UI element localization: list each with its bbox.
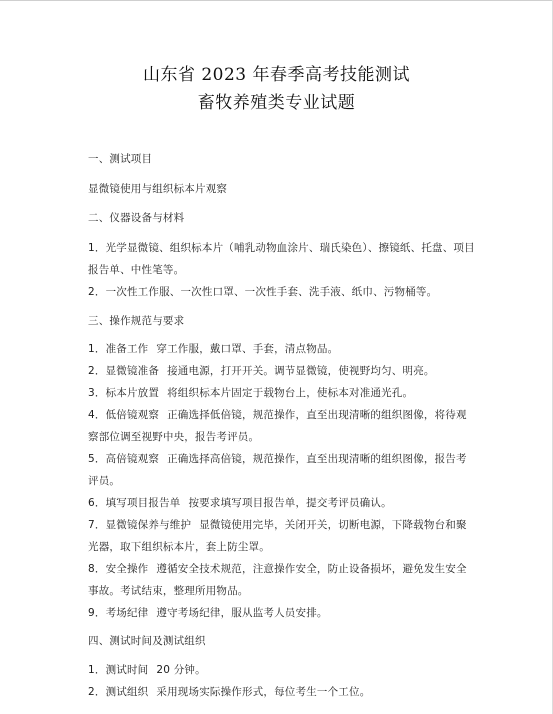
item-label: 3．标本片放置 [88,387,160,399]
section-3-item-2 [88,365,435,378]
item-label: 4．低倍镜观察 [88,409,160,421]
section-3-item-8-cont: 事故。考试结束，整理所用物品。 [88,585,249,597]
item-label: 8．安全操作 [88,563,149,575]
section-4-item-2 [88,686,370,699]
item-text: 正确选择低倍镜，规范操作，直至出现清晰的组织图像，将待观 [167,409,467,421]
section-3-item-8 [88,563,467,576]
item-label: 1．测试时间 [88,664,149,676]
section-3-item-6 [88,497,392,510]
section-1-heading: 一、测试项目 [88,153,153,165]
item-text: 将组织标本片固定于载物台上，使标本对准通光孔。 [167,387,414,399]
item-label: 5．高倍镜观察 [88,453,160,465]
item-text: 遵守考场纪律，服从监考人员安排。 [156,607,328,619]
exam-title: 山东省 2023 年春季高考技能测试 [142,65,411,85]
item-label: 7．显微镜保养与维护 [88,519,192,531]
section-3-item-4-cont: 察部位调至视野中央，报告考评员。 [88,431,260,443]
item-text: 遵循安全技术规范，注意操作安全，防止设备损坏，避免发生安全 [156,563,467,575]
section-2-item-2: 2．一次性工作服、一次性口罩、一次性手套、洗手液、纸巾、污物桶等。 [88,286,438,298]
item-text: 穿工作服，戴口罩、手套，清点物品。 [156,343,339,355]
item-text: 显微镜使用完毕，关闭开关，切断电源，下降载物台和聚 [199,519,467,531]
section-3-item-4 [88,409,467,422]
section-3-item-5-cont: 评员。 [88,475,121,487]
exam-subtitle: 畜牧养殖类专业试题 [197,93,356,113]
item-label: 2．测试组织 [88,686,149,698]
section-3-item-7 [88,519,467,532]
item-label: 2．显微镜准备 [88,365,160,377]
item-label: 9．考场纪律 [88,607,149,619]
section-2-item-1-cont: 报告单、中性笔等。 [88,264,185,276]
section-2-heading: 二、仪器设备与材料 [88,212,185,224]
section-4-item-1 [88,664,206,677]
section-3-item-7-cont: 光器，取下组织标本片，套上防尘罩。 [88,541,270,553]
section-3-heading: 三、操作规范与要求 [88,315,185,327]
section-1-body: 显微镜使用与组织标本片观察 [88,183,228,195]
item-label: 1．准备工作 [88,343,149,355]
item-text: 正确选择高倍镜，规范操作，直至出现清晰的组织图像，报告考 [167,453,467,465]
section-3-item-3 [88,387,413,400]
item-text: 按要求填写项目报告单，提交考评员确认。 [188,497,392,509]
item-text: 接通电源，打开开关。调节显微镜，使视野均匀、明亮。 [167,365,435,377]
item-text: 采用现场实际操作形式，每位考生一个工位。 [156,686,371,698]
page-top-edge [0,0,553,1]
section-2-item-1: 1．光学显微镜、组织标本片（哺乳动物血涂片、瑞氏染色）、擦镜纸、托盘、项目 [88,242,475,254]
section-3-item-1 [88,343,338,356]
item-label: 6．填写项目报告单 [88,497,181,509]
section-3-item-9 [88,607,328,620]
section-3-item-5 [88,453,467,466]
section-4-heading: 四、测试时间及测试组织 [88,635,206,647]
item-text: 20 分钟。 [156,664,206,676]
